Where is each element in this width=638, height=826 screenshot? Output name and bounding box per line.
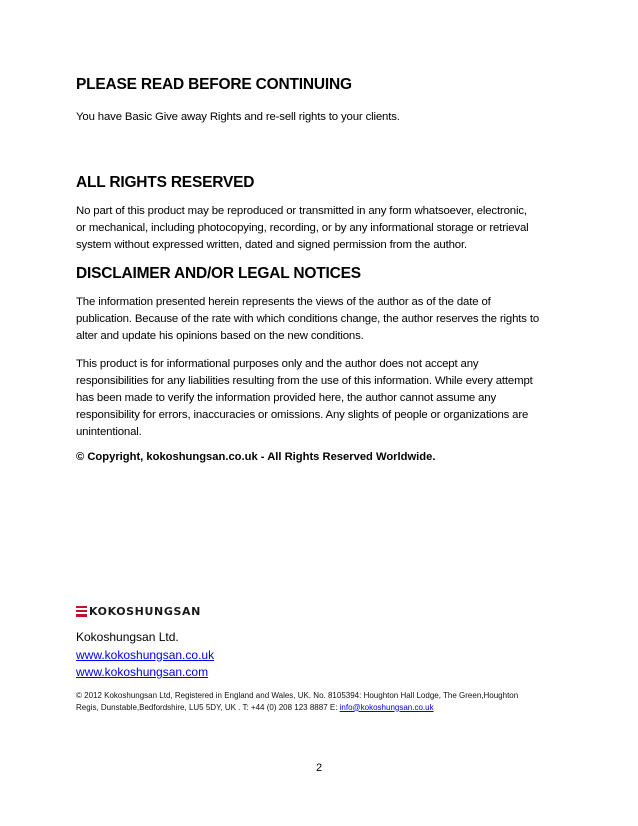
text-line: or mechanical, including photocopying, recording, or by any informational storage or retrieval bbox=[76, 222, 529, 234]
footer-line-2 bbox=[76, 702, 518, 714]
registration-footer bbox=[76, 690, 518, 713]
text-line: responsibility for errors, inaccuracies or omissions. Any slights of people or organizations are bbox=[76, 409, 529, 421]
page-number: 2 bbox=[315, 762, 323, 774]
logo-mark-icon bbox=[76, 606, 87, 617]
heading-all-rights-reserved: ALL RIGHTS RESERVED bbox=[76, 174, 255, 191]
disclaimer-paragraph-2 bbox=[76, 356, 568, 441]
contact-block bbox=[76, 629, 214, 682]
heading-please-read: PLEASE READ BEFORE CONTINUING bbox=[76, 76, 352, 93]
give-away-rights-text bbox=[76, 109, 568, 126]
disclaimer-paragraph-1 bbox=[76, 294, 568, 345]
text-line: publication. Because of the rate with which conditions change, the author reserves the rights to bbox=[76, 313, 540, 325]
footer-address: Regis, Dunstable,Bedfordshire, LU5 5DY, UK . T: +44 (0) 208 123 8887 E: bbox=[76, 702, 340, 712]
email-link[interactable]: info@kokoshungsan.co.uk bbox=[339, 702, 434, 712]
text-line: unintentional. bbox=[76, 426, 142, 438]
website-link-co-uk[interactable]: www.kokoshungsan.co.uk bbox=[76, 647, 215, 662]
company-name: Kokoshungsan Ltd. bbox=[76, 630, 179, 644]
copyright-notice: © Copyright, kokoshungsan.co.uk - All Rights Reserved Worldwide. bbox=[76, 451, 436, 463]
heading-disclaimer: DISCLAIMER AND/OR LEGAL NOTICES bbox=[76, 265, 361, 282]
logo-wordmark: KOKOSHUNGSAN bbox=[89, 604, 201, 618]
website-link-com[interactable]: www.kokoshungsan.com bbox=[76, 665, 209, 679]
company-logo bbox=[76, 603, 201, 619]
text-line: responsibilities for any liabilities resulting from the use of this information. While every attempt bbox=[76, 375, 533, 387]
text-line: has been made to verify the information provided here, the author cannot assume any bbox=[76, 392, 497, 404]
text-line: No part of this product may be reproduced or transmitted in any form whatsoever, electronic, bbox=[76, 205, 527, 217]
rights-paragraph bbox=[76, 203, 568, 254]
text-line: This product is for informational purposes only and the author does not accept any bbox=[76, 358, 479, 370]
text-line: system without expressed written, dated and signed permission from the author. bbox=[76, 239, 467, 251]
footer-line-1: © 2012 Kokoshungsan Ltd, Registered in England and Wales, UK. No. 8105394: Houghton Hall Lodge, The Green,Houghton bbox=[76, 691, 519, 700]
text-line: alter and update his opinions based on the new conditions. bbox=[76, 330, 364, 342]
text-line: You have Basic Give away Rights and re-sell rights to your clients. bbox=[76, 111, 400, 123]
text-line: The information presented herein represents the views of the author as of the date of bbox=[76, 296, 491, 308]
